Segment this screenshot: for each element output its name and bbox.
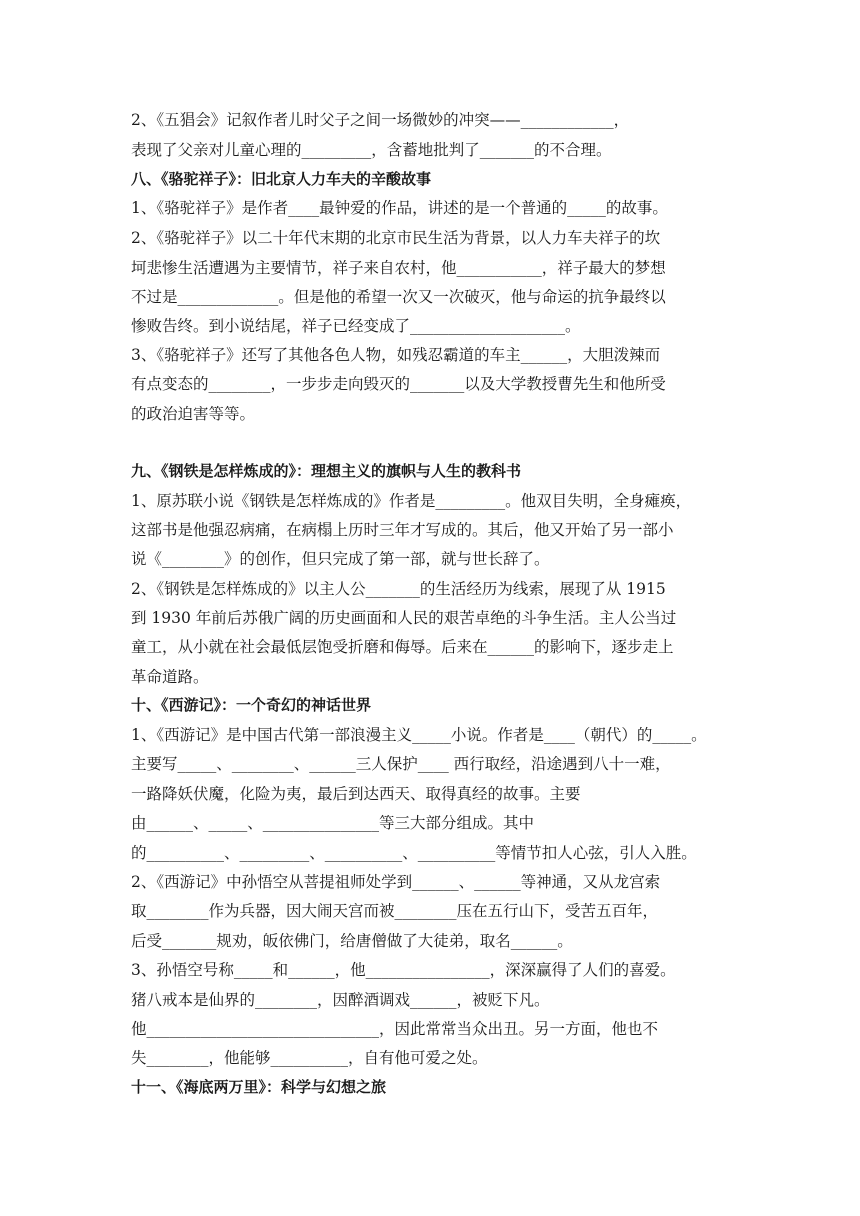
text-line: 表现了父亲对儿童心理的_________，含蓄地批判了_______的不合理。 — [131, 141, 612, 159]
text-line: 有点变态的________，一步步走向毁灭的_______以及大学教授曹先生和他所受 — [131, 375, 666, 393]
text-line: 3、孙悟空号称_____和______，他________________，深深赢得了人们的喜爱。 — [131, 961, 676, 979]
text-line: 失________，他能够__________，自有他可爱之处。 — [131, 1049, 488, 1067]
text-line: 这部书是他强忍病痛，在病榻上历时三年才写成的。其后，他又开始了另一部小 — [131, 521, 674, 539]
text-line: 猪八戒本是仙界的________，因醉酒调戏______，被贬下凡。 — [131, 991, 550, 1009]
text-line: 2、《西游记》中孙悟空从菩提祖师处学到______、______等神通，又从龙宫索 — [131, 873, 661, 891]
text-line: 2、《钢铁是怎样炼成的》以主人公_______的生活经历为线索，展现了从 1915 — [131, 580, 666, 598]
text-line: 的__________、_________、__________、__________等情节扣人心弦，引人入胜。 — [131, 844, 697, 862]
text-line: 一路降妖伏魔，化险为夷，最后到达西天、取得真经的故事。主要 — [131, 785, 581, 803]
text-line: 童工，从小就在社会最低层饱受折磨和侮辱。后来在______的影响下，逐步走上 — [131, 638, 674, 656]
text-line: 2、《骆驼祥子》以二十年代末期的北京市民生活为背景，以人力车夫祥子的坎 — [131, 229, 661, 247]
section-heading: 十一、《海底两万里》：科学与幻想之旅 — [131, 1078, 387, 1096]
text-line: 3、《骆驼祥子》还写了其他各色人物，如残忍霸道的车主______，大胆泼辣而 — [131, 346, 661, 364]
text-line: 到 1930 年前后苏俄广阔的历史画面和人民的艰苦卓绝的斗争生活。主人公当过 — [131, 609, 677, 627]
text-line: 1、原苏联小说《钢铁是怎样炼成的》作者是_________。他双目失明，全身瘫痪， — [131, 492, 692, 510]
text-line: 取________作为兵器，因大闹天宫而被________压在五行山下，受苦五百年， — [131, 902, 659, 920]
section-heading: 八、《骆驼祥子》：旧北京人力车夫的辛酸故事 — [131, 170, 432, 188]
section-heading: 十、《西游记》：一个奇幻的神话世界 — [131, 696, 372, 714]
text-line: 由______、_____、_______________等三大部分组成。其中 — [131, 814, 535, 832]
text-line: 2、《五猖会》记叙作者儿时父子之间一场微妙的冲突——____________， — [131, 111, 630, 129]
text-line: 他______________________________，因此常常当众出丑。另一方面，他也不 — [131, 1020, 659, 1038]
text-line: 的政治迫害等等。 — [131, 405, 256, 423]
text-line: 后受_______规劝，皈依佛门，给唐僧做了大徒弟，取名______。 — [131, 932, 573, 950]
text-line: 革命道路。 — [131, 668, 209, 686]
text-line: 不过是_____________。但是他的希望一次又一次破灭，他与命运的抗争最终以 — [131, 288, 666, 306]
text-line: 惨败告终。到小说结尾，祥子已经变成了____________________。 — [131, 317, 581, 335]
text-line: 1、《骆驼祥子》是作者____最钟爱的作品，讲述的是一个普通的_____的故事。 — [131, 199, 668, 217]
text-line: 1、《西游记》是中国古代第一部浪漫主义_____小说。作者是____（朝代）的_____。 — [131, 726, 707, 744]
text-line: 说《________》的创作，但只完成了第一部，就与世长辞了。 — [131, 550, 550, 568]
text-line: 主要写_____、________、______三人保护____ 西行取经，沿途遇到八十一难， — [131, 755, 671, 773]
text-line: 坷悲惨生活遭遇为主要情节，祥子来自农村，他___________，祥子最大的梦想 — [131, 259, 666, 277]
section-heading: 九、《钢铁是怎样炼成的》：理想主义的旗帜与人生的教科书 — [131, 462, 522, 480]
